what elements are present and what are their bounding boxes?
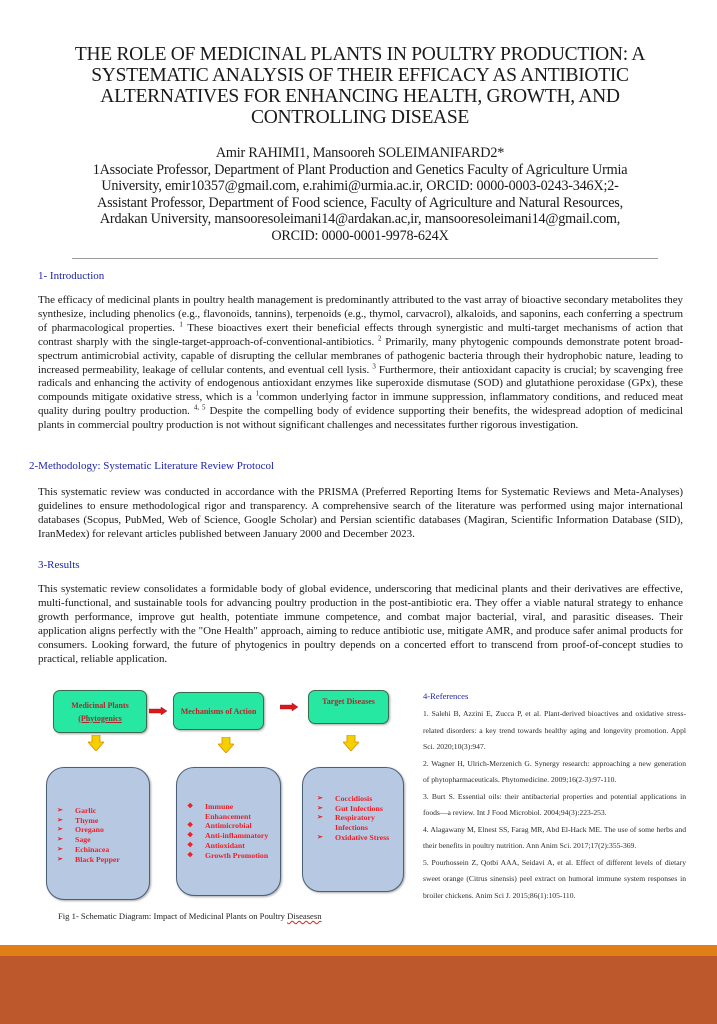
box-medicinal-plants: Medicinal Plants (Phytogenics <box>53 690 147 733</box>
list-item: ➢ Gut Infections <box>317 803 383 813</box>
list-item: ➢ Sage <box>57 835 91 845</box>
box-plant-list <box>46 767 150 900</box>
reference-item: 2. Wagner H, Ulrich-Merzenich G. Synergy research: approaching a new generation of phytopharmaceuticals. Phytomedicine. 2009;16(2-3):97-110. <box>423 758 686 784</box>
author-names: Amir RAHIMI1, Mansooreh SOLEIMANIFARD2* <box>215 145 505 161</box>
affiliation-line: 1Associate Professor, Department of Plant Production and Genetics Faculty of Agriculture Urmia <box>92 161 628 178</box>
list-item: Infections <box>335 823 368 833</box>
references-heading: 4-References <box>423 691 469 701</box>
citation-superscript: 1 <box>255 389 259 398</box>
arrow-right-icon <box>149 707 167 715</box>
figure-caption: Fig 1- Schematic Diagram: Impact of Medicinal Plants on Poultry Diseasesn <box>58 911 322 921</box>
citation-superscript: 1 <box>179 320 183 329</box>
author-block <box>60 145 660 244</box>
citation-superscript: 2 <box>377 334 382 343</box>
list-item: ❖ Anti-inflammatory <box>187 831 269 841</box>
diamond-bullet-icon: ❖ <box>187 821 194 830</box>
arrow-right-icon <box>280 703 298 711</box>
list-item: ➢ Oregano <box>57 825 104 835</box>
results-heading: 3-Results <box>38 559 80 571</box>
methodology-paragraph: This systematic review was conducted in accordance with the PRISMA (Preferred Reporting Items for Systematic Reviews and Meta-Analyses) guidelines to ensure methodological rigor and transparency. A comprehensive search of the literature was performed using major international databases (Scopus, PubMed, Web of Science, Google Scholar) and Persian scientific databases (Magiran, Scientific Information Database (SID), IranMedex) for relevant articles published between January 2000 and December 2023. <box>38 486 683 540</box>
results-paragraph: This systematic review consolidates a formidable body of global evidence, underscoring that medicinal plants and their derivatives are effective, multi-functional, and sustainable tools for advancing poultry production in the post-antibiotic era. They offer a viable natural strategy to enhance growth performance, improve gut health, potentiate immune competence, and combat major bacterial, viral, and parasitic diseases. Their application aligns perfectly with the "One Health" approach, aiming to reduce antibiotic use, mitigate AMR, and produce safer animal products for consumers. Looking forward, the future of phytogenics in poultry depends on a concerted effort to transcend from proof-of-concept studies to practical, reliable application. <box>38 583 683 665</box>
arrowhead-bullet-icon: ➢ <box>57 815 63 824</box>
affiliation-line: Ardakan University, mansooresoleimani14@ardakan.ac,ir, mansooresoleimani14@gmail.com, <box>99 211 621 227</box>
references-list <box>423 706 686 904</box>
list-item: ➢ Respiratory <box>317 813 375 823</box>
arrowhead-bullet-icon: ➢ <box>317 794 323 802</box>
plant-list <box>57 806 120 864</box>
diamond-bullet-icon: ❖ <box>187 831 194 840</box>
affiliation-line: Assistant Professor, Department of Food science, Faculty of Agriculture and Natural Resources, <box>97 194 623 211</box>
arrowhead-bullet-icon: ➢ <box>57 806 63 814</box>
affiliation-line: ORCID: 0000-0001-9978-624X <box>271 227 449 244</box>
list-item: ➢ Oxidative Stress <box>317 832 390 842</box>
reference-item: 1. Salehi B, Azzini E, Zucca P, et al. Plant-derived bioactives and oxidative stress-related disorders: a key trend towards healthy aging and longevity promotion. Appl Sci. 2020;10(3):947. <box>423 709 686 751</box>
citation-superscript: 4, 5 <box>193 403 206 412</box>
list-item: ❖ Immune <box>187 802 234 811</box>
arrowhead-bullet-icon: ➢ <box>57 825 63 834</box>
arrowhead-bullet-icon: ➢ <box>57 854 63 863</box>
arrow-down-icon <box>88 735 104 751</box>
arrowhead-bullet-icon: ➢ <box>57 844 63 853</box>
list-item: ❖ Antimicrobial <box>187 821 252 831</box>
footer-band-rust <box>0 956 717 1024</box>
arrow-down-icon <box>218 737 234 753</box>
paper-title: THE ROLE OF MEDICINAL PLANTS IN POULTRY PRODUCTION: A SYSTEMATIC ANALYSIS OF THEIR EFFICACY AS ANTIBIOTIC ALTERNATIVES FOR ENHANCING HEALTH, GROWTH, AND CONTROLLING DISEASE <box>74 44 646 128</box>
diseases-list <box>317 794 389 843</box>
methodology-heading: 2-Methodology: Systematic Literature Review Protocol <box>29 460 275 472</box>
affiliation-line: University, emir10357@gmail.com, e.rahimi@urmia.ac.ir, ORCID: 0000-0003-0243-346X;2- <box>101 178 619 194</box>
diamond-bullet-icon: ❖ <box>187 802 194 810</box>
header-divider <box>72 258 658 259</box>
introduction-heading: 1- Introduction <box>38 270 105 282</box>
box-mechanisms-list <box>176 767 281 896</box>
box-mechanisms-of-action: Mechanisms of Action <box>173 692 264 730</box>
list-item: ❖ Antioxidant <box>187 840 245 850</box>
footer-band-orange <box>0 945 717 956</box>
box-diseases-list <box>302 767 404 892</box>
list-item: ➢ Thyme <box>57 815 99 825</box>
list-item: Enhancement <box>205 811 251 821</box>
box-target-diseases: Target Diseases <box>308 690 389 724</box>
citation-superscript: 3 <box>372 361 376 370</box>
arrowhead-bullet-icon: ➢ <box>57 835 63 844</box>
reference-item: 5. Pourhossein Z, Qotbi AAA, Seidavi A, et al. Effect of different levels of dietary sweet orange (Citrus sinensis) peel extract on humoral immune system responses in broiler chickens. Anim Sci J. 2015;86(1):105-110. <box>423 857 686 900</box>
reference-item: 3. Burt S. Essential oils: their antibacterial properties and potential applications in foods—a review. Int J Food Microbiol. 2004;94(3):223-253. <box>423 791 686 817</box>
arrowhead-bullet-icon: ➢ <box>317 803 323 812</box>
diamond-bullet-icon: ❖ <box>187 850 194 859</box>
arrowhead-bullet-icon: ➢ <box>317 813 323 822</box>
reference-item: 4. Alagawany M, Elnest SS, Farag MR, Abd El-Hack ME. The use of some herbs and their benefits in poultry nutrition. Ann Anim Sci. 2017;17(2):355-369. <box>423 824 686 850</box>
list-item: ❖ Growth Promotion <box>187 850 269 860</box>
list-item: ➢ Garlic <box>57 806 97 815</box>
arrowhead-bullet-icon: ➢ <box>317 832 323 841</box>
schematic-diagram <box>30 680 410 925</box>
arrow-down-icon <box>343 735 359 751</box>
list-item: ➢ Echinacea <box>57 844 110 854</box>
list-item: ➢ Black Pepper <box>57 854 120 864</box>
introduction-paragraph: The efficacy of medicinal plants in poultry health management is predominantly attributed to the vast array of bioactive secondary metabolites they synthesize, including phenolics (e.g., flavonoids, tannins), terpenoids (e.g., thymol, carvacrol), alkaloids, and saponins, each conferring a spectrum of pharmacological properties. $^1$ These bioactives exert their beneficial effects through synergistic and multi-target mechanisms of action that contrast sharply with the single-target-approach-of-conventional-antibiotics. $^2$ Primarily, many phytogenic compounds demonstrate potent broad-spectrum antimicrobial activity, capable of disrupting the cellular membranes of pathogenic bacteria through their hydrophobic nature, leading to increased permeability, leakage of cellular contents, and eventual cell lysis. $^3$ Furthermore, their antioxidant capacity is crucial; by scavenging free radicals and enhancing the activity of endogenous antioxidant enzymes like superoxide dismutase (SOD) and glutathione peroxidase (GPx), these compounds mitigate oxidative stress, which is a $^1$common underlying factor in immune suppression, inflammatory conditions, and reduced meat quality during poultry production. $^{4, 5}$ Despite the compelling body of evidence supporting their benefits, the widespread adoption of medicinal plants in commercial poultry production is not without significant challenges and necessitates further rigorous investigation. <box>38 294 684 432</box>
mechanisms-list <box>187 802 268 860</box>
diamond-bullet-icon: ❖ <box>187 840 194 849</box>
list-item: ➢ Coccidiosis <box>317 794 373 803</box>
